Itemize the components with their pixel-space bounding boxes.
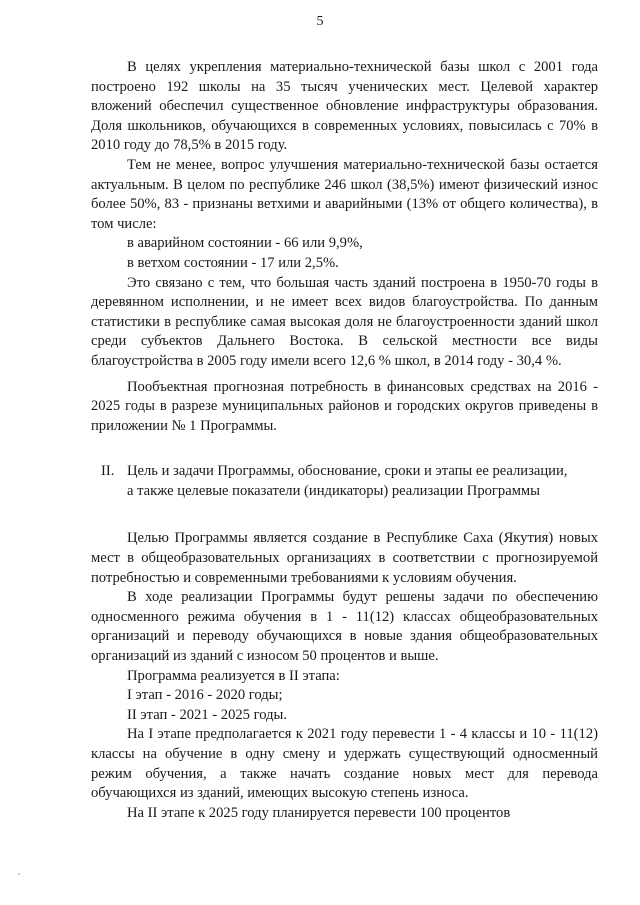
paragraph-history: Это связано с тем, что большая часть зданий построена в 1950-70 годы в деревянном исполнении, и не имеет всех видов благоустройства. По данным статистики в республике самая высокая доля не благоустроенности зданий школ среди субъектов Дальнего Востока. В сельской местности все виды благоустройства в 2005 году имели всего 12,6 % школ, в 2014 году - 30,4 %.: [91, 274, 598, 369]
section-title-line-1: Цель и задачи Программы, обоснование, сроки и этапы ее реализации,: [127, 463, 568, 480]
section-number: II.: [101, 463, 115, 480]
page-number: 5: [316, 14, 324, 29]
scan-speck: [18, 873, 20, 875]
paragraph-tasks: В ходе реализации Программы будут решены задачи по обеспечению односменного режима обучения в 1 - 11(12) классах общеобразовательных организаций и переводу обучающихся в новые здания общеобразовательных организаций из зданий с износом 50 процентов и выше.: [91, 589, 598, 665]
paragraph-goal: Целью Программы является создание в Республике Саха (Якутия) новых мест в общеобразовательных организациях в соответствии с прогнозируемой потребностью и современными требованиями к условиям обучения.: [91, 530, 598, 586]
paragraph-appendix-ref: Пообъектная прогнозная потребность в финансовых средствах на 2016 - 2025 годы в разрезе муниципальных районов и городских округов приведены в приложении № 1 Программы.: [91, 378, 598, 434]
paragraph-wear: Тем не менее, вопрос улучшения материально-технической базы остается актуальным. В целом по республике 246 школ (38,5%) имеют физический износ более 50%, 83 - признаны ветхими и аварийными (13% от общего количества), в том числе:: [91, 156, 598, 232]
paragraph-stages-intro: Программа реализуется в II этапа:: [127, 667, 340, 684]
paragraph-stage-2-plan: На II этапе к 2025 году планируется перевести 100 процентов: [127, 804, 511, 821]
list-item-emergency: в аварийном состоянии - 66 или 9,9%,: [127, 235, 363, 252]
paragraph-infrastructure: В целях укрепления материально-технической базы школ с 2001 года построено 192 школы на 35 тысяч ученических мест. Целевой характер вложений обеспечил существенное обновление инфраструктуры образования. Доля школьников, обучающихся в современных условиях, повысилась с 70% в 2010 году до 78,5% в 2015 году.: [91, 59, 598, 154]
paragraph-stage-1-plan: На I этапе предполагается к 2021 году перевести 1 - 4 классы и 10 - 11(12) классы на обучение в одну смену и удержать существующий односменный режим обучения, а также начать создание новых мест для перевода обучающихся из зданий, имеющих высокую степень износа.: [91, 726, 598, 802]
document-body: [91, 58, 598, 823]
section-heading: [91, 462, 598, 501]
stage-1-item: I этап - 2016 - 2020 годы;: [127, 687, 283, 704]
list-item-dilapidated: в ветхом состоянии - 17 или 2,5%.: [127, 254, 339, 271]
stage-2-item: II этап - 2021 - 2025 годы.: [127, 706, 287, 723]
section-title-line-2: а также целевые показатели (индикаторы) реализации Программы: [127, 482, 540, 499]
